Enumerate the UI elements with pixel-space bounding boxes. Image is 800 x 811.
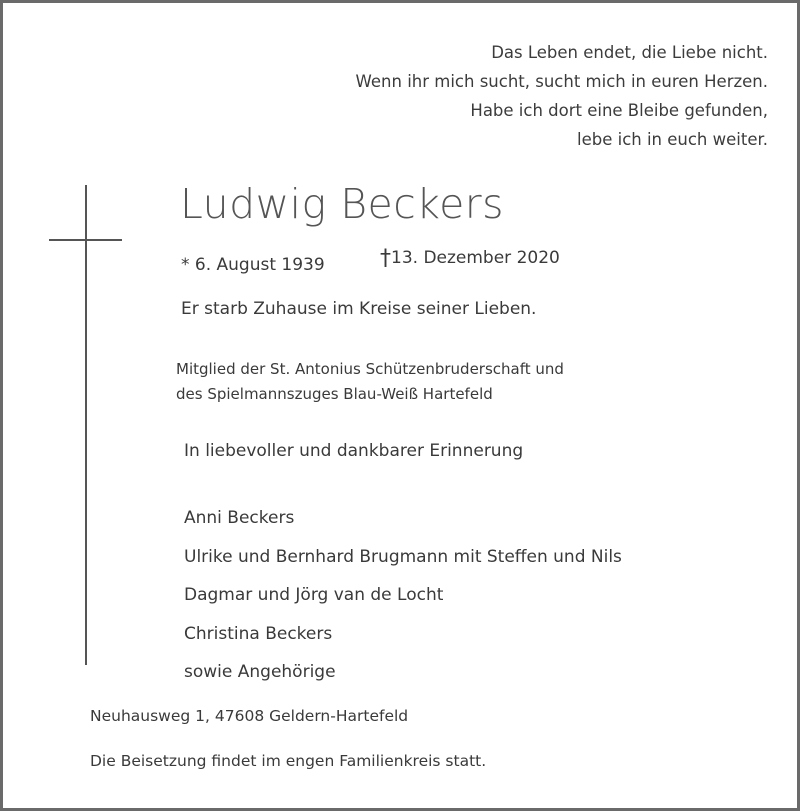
deceased-name: Ludwig Beckers bbox=[180, 180, 505, 228]
birth-date: * 6. August 1939 bbox=[181, 255, 325, 275]
funeral-note: Die Beisetzung findet im engen Familienkreis statt. bbox=[90, 752, 487, 770]
membership-info bbox=[176, 357, 564, 407]
mourner-name: Anni Beckers bbox=[184, 508, 295, 528]
died-statement: Er starb Zuhause im Kreise seiner Lieben. bbox=[181, 299, 537, 319]
mourner-name: sowie Angehörige bbox=[184, 662, 336, 682]
membership-line: des Spielmannszuges Blau-Weiß Hartefeld bbox=[176, 385, 493, 403]
poem-line: lebe ich in euch weiter. bbox=[577, 130, 768, 149]
mourner-name: Ulrike und Bernhard Brugmann mit Steffen und Nils bbox=[184, 546, 622, 567]
cross-horizontal-bar bbox=[49, 239, 122, 241]
poem bbox=[356, 38, 768, 154]
death-date-group bbox=[380, 248, 560, 270]
cross-vertical-bar bbox=[85, 185, 87, 665]
remembrance-line: In liebevoller und dankbarer Erinnerung bbox=[184, 441, 524, 461]
address: Neuhausweg 1, 47608 Geldern-Hartefeld bbox=[90, 707, 409, 725]
death-cross-icon: † bbox=[380, 246, 391, 271]
mourner-name: Christina Beckers bbox=[184, 623, 333, 644]
membership-line: Mitglied der St. Antonius Schützenbruderschaft und bbox=[176, 360, 564, 378]
mourner-name: Dagmar und Jörg van de Locht bbox=[184, 585, 444, 605]
death-date: 13. Dezember 2020 bbox=[391, 248, 560, 268]
mourners-list bbox=[184, 499, 622, 692]
poem-line: Das Leben endet, die Liebe nicht. bbox=[491, 43, 768, 62]
poem-line: Habe ich dort eine Bleibe gefunden, bbox=[470, 101, 768, 120]
poem-line: Wenn ihr mich sucht, sucht mich in euren Herzen. bbox=[355, 72, 768, 91]
